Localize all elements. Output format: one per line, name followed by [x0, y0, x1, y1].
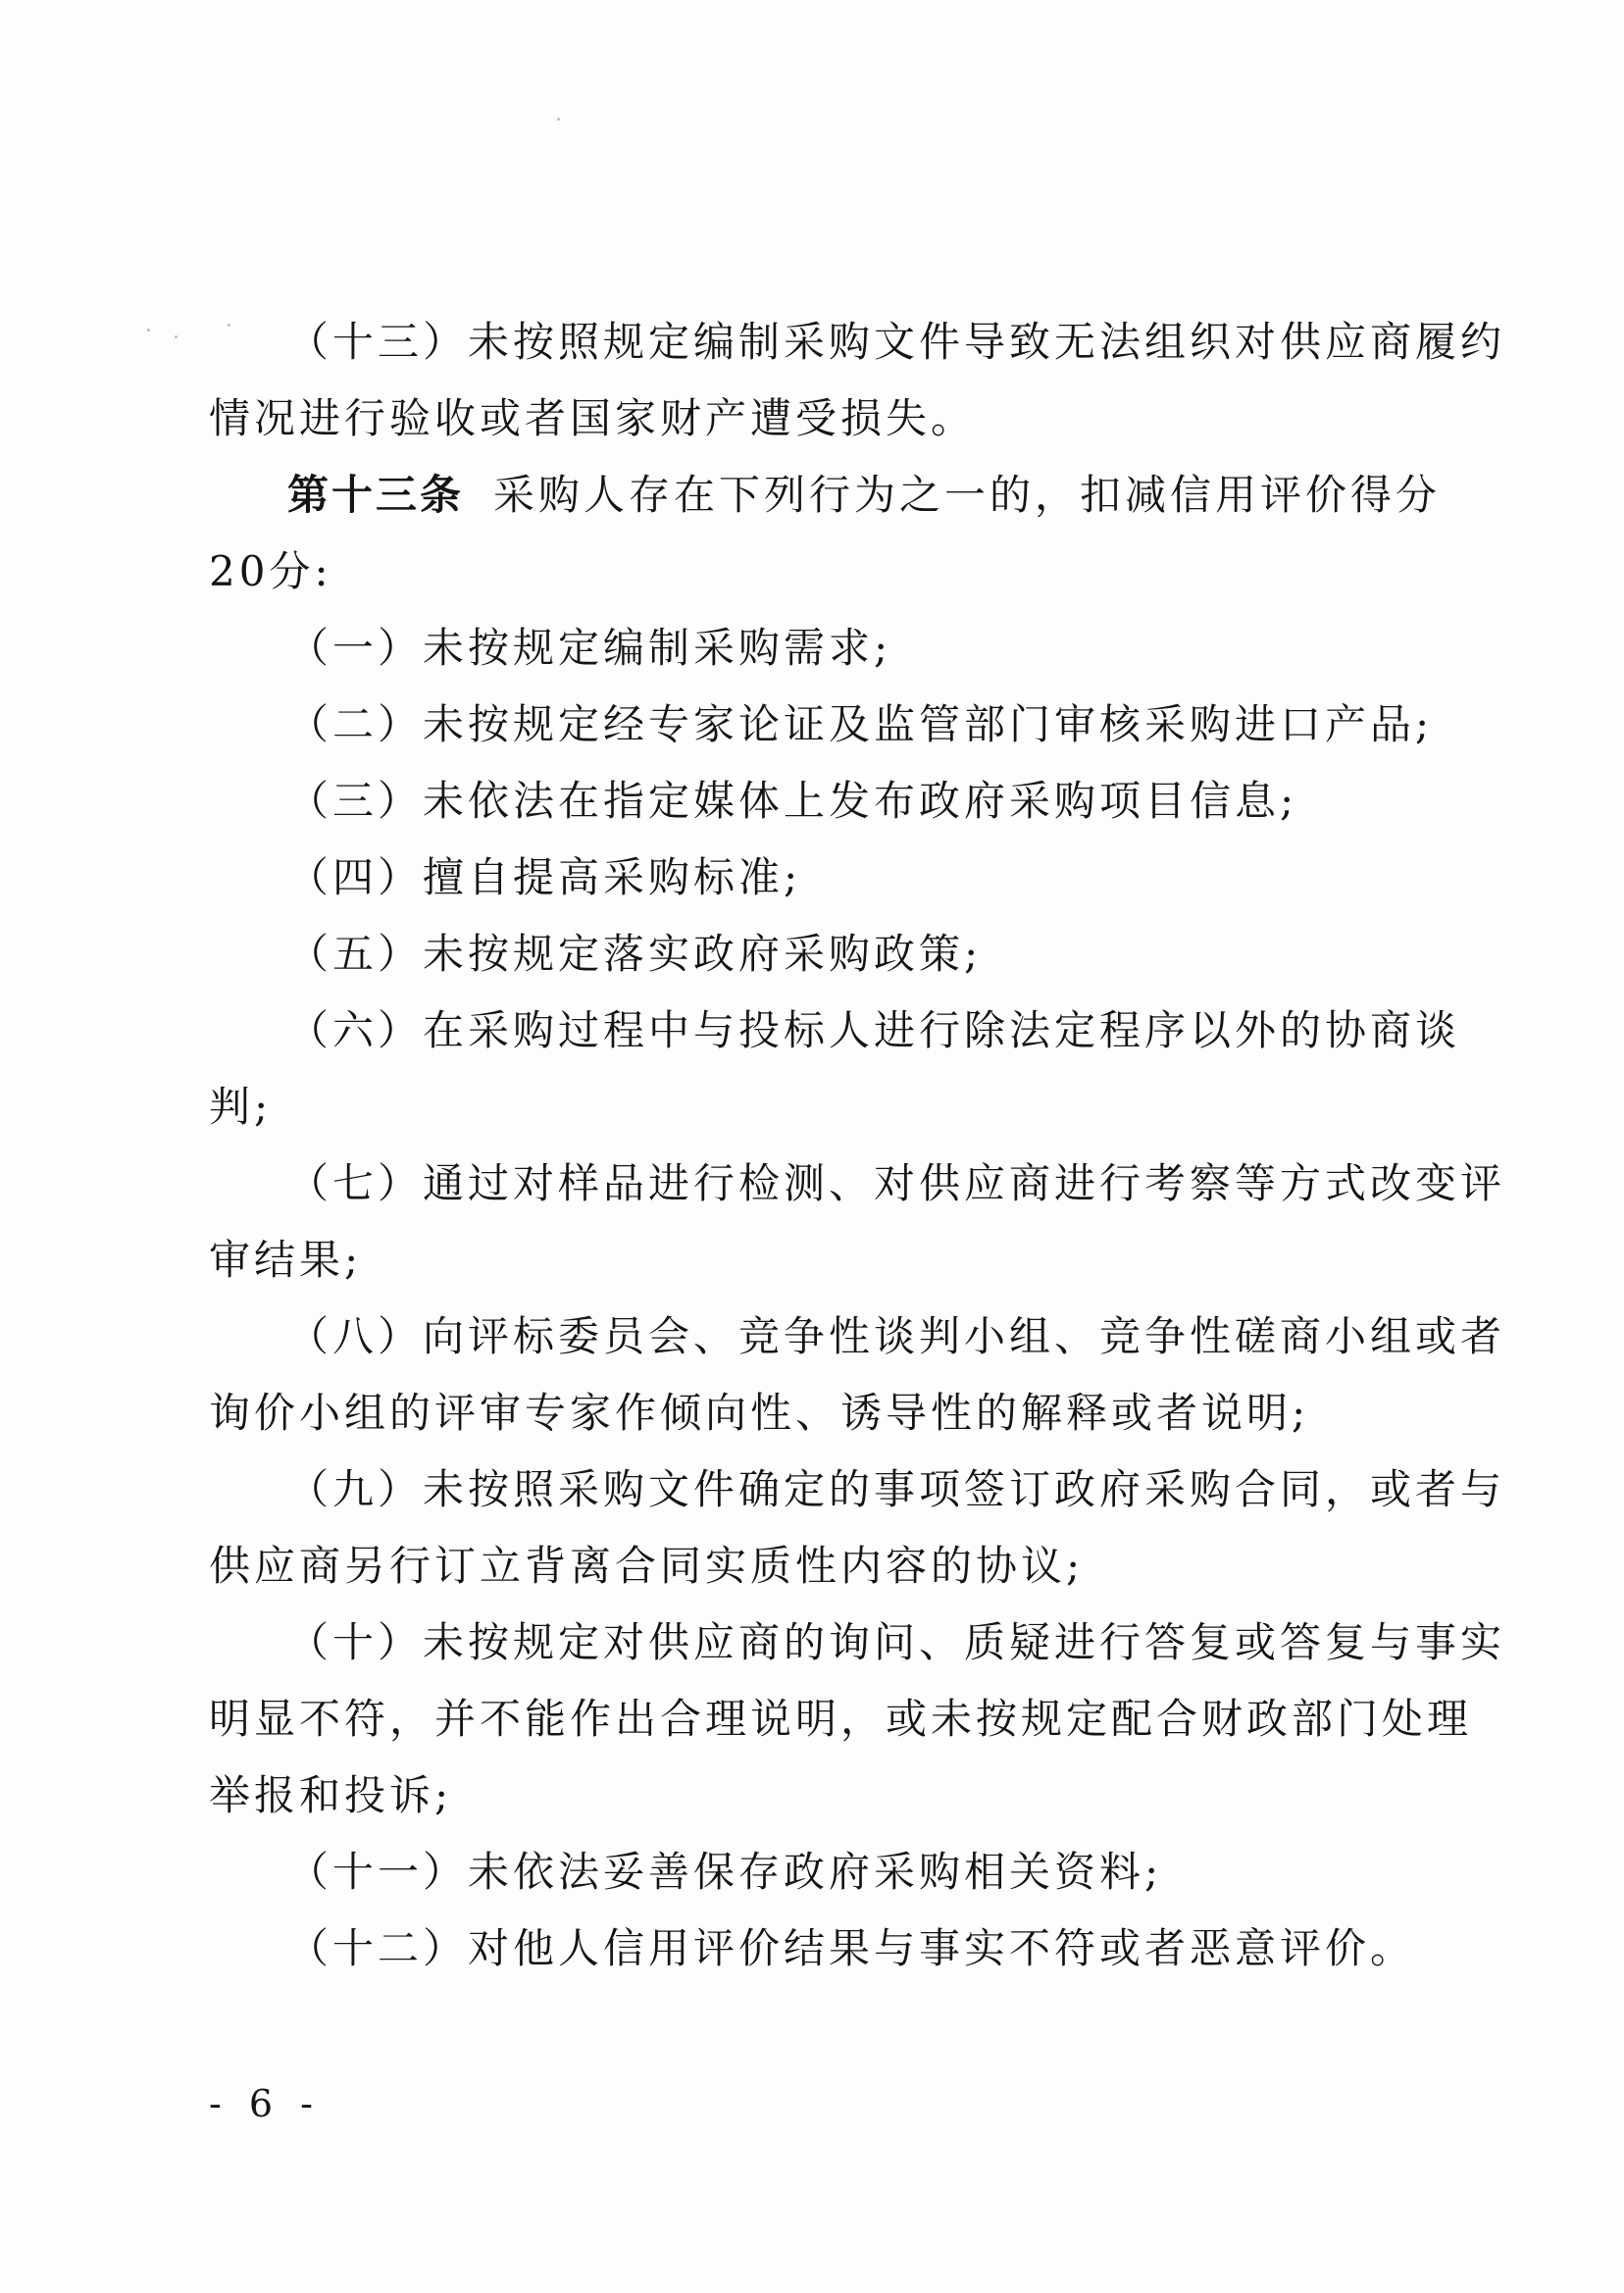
list-item: （十一）未依法妥善保存政府采购相关资料; — [287, 1848, 1163, 1896]
list-item: （十二）对他人信用评价结果与事实不符或者恶意评价。 — [287, 1924, 1416, 1972]
list-item: （四）擅自提高采购标准; — [287, 853, 802, 901]
list-item: （一）未按规定编制采购需求; — [287, 624, 892, 672]
article-13-line — [209, 457, 1442, 534]
page-number: - 6 - — [209, 2082, 322, 2125]
scan-speck — [175, 335, 178, 338]
list-item-continuation: 判; — [209, 1083, 273, 1131]
list-item: （六）在采购过程中与投标人进行除法定程序以外的协商谈 — [287, 1006, 1461, 1054]
document-body — [209, 304, 1506, 1987]
list-item: （三）未依法在指定媒体上发布政府采购项目信息; — [287, 777, 1298, 825]
article-heading: 第十三条 — [287, 471, 465, 519]
list-item: （十）未按规定对供应商的询问、质疑进行答复或答复与事实 — [287, 1618, 1506, 1666]
paragraph-line: 20分: — [209, 547, 332, 595]
list-item-continuation: 询价小组的评审专家作倾向性、诱导性的解释或者说明; — [209, 1389, 1310, 1437]
list-item: （五）未按规定落实政府采购政策; — [287, 930, 983, 978]
paragraph-line: （十三）未按照规定编制采购文件导致无法组织对供应商履约 — [287, 318, 1506, 366]
article-text: 采购人存在下列行为之一的，扣减信用评价得分 — [493, 471, 1442, 519]
list-item: （二）未按规定经专家论证及监管部门审核采购进口产品; — [287, 700, 1434, 748]
list-item: （九）未按照采购文件确定的事项签订政府采购合同，或者与 — [287, 1465, 1506, 1513]
scan-speck — [147, 329, 150, 331]
paragraph-line: 情况进行验收或者国家财产遭受损失。 — [209, 394, 977, 442]
list-item-continuation: 明显不符，并不能作出合理说明，或未按规定配合财政部门处理 — [209, 1695, 1473, 1743]
scan-speck — [557, 118, 560, 121]
list-item-continuation: 审结果; — [209, 1236, 363, 1284]
list-item: （八）向评标委员会、竞争性谈判小组、竞争性磋商小组或者 — [287, 1312, 1506, 1360]
list-item-continuation: 举报和投诉; — [209, 1771, 453, 1819]
list-item-continuation: 供应商另行订立背离合同实质性内容的协议; — [209, 1542, 1085, 1590]
list-item: （七）通过对样品进行检测、对供应商进行考察等方式改变评 — [287, 1159, 1506, 1207]
